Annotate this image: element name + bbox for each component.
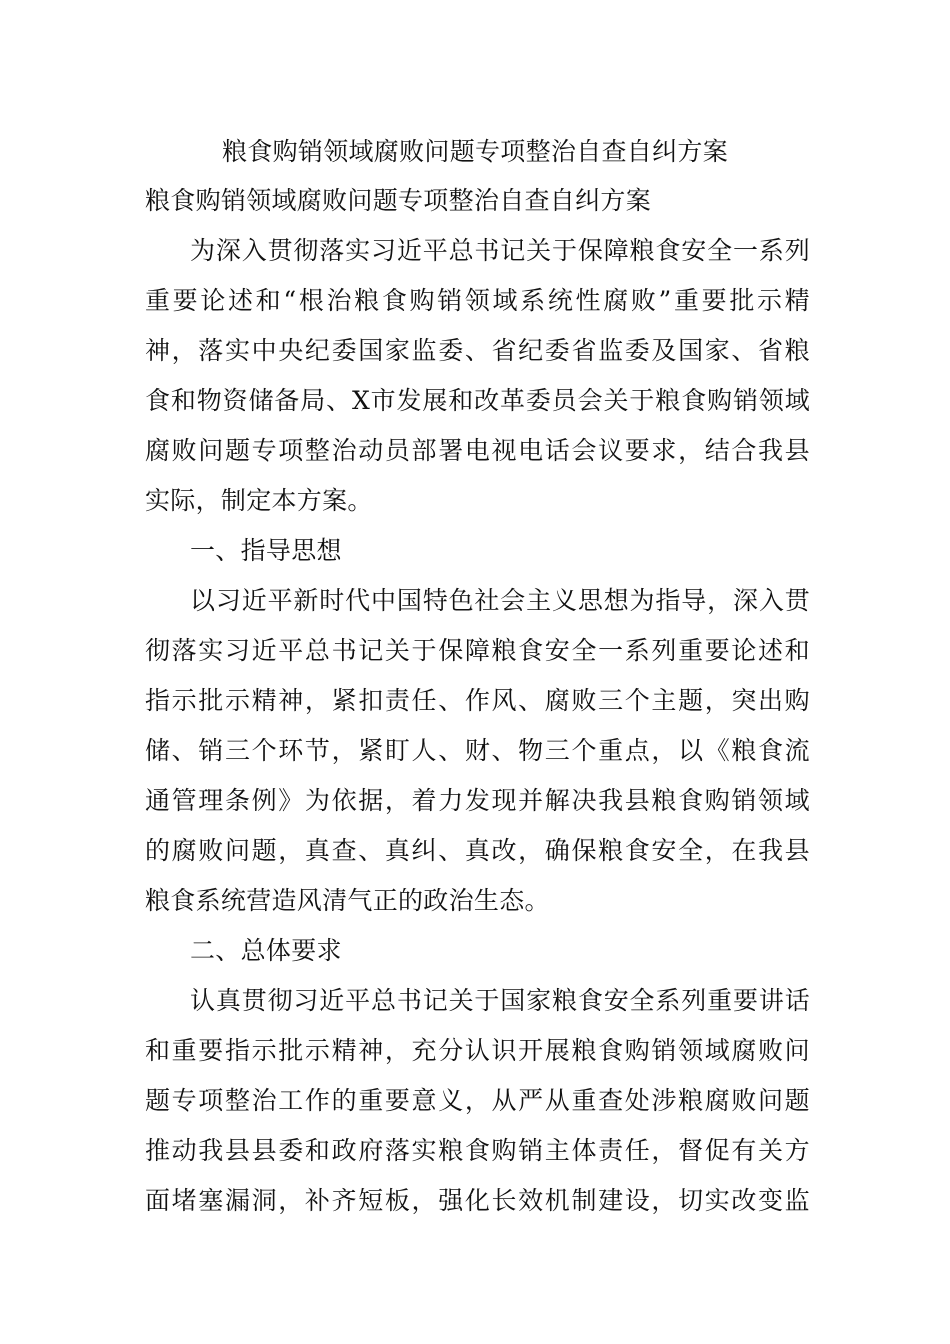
- paragraph-line: 神，落实中央纪委国家监委、省纪委省监委及国家、省粮: [145, 336, 810, 365]
- paragraph-line: 通管理条例》为依据，着力发现并解决我县粮食购销领域: [145, 786, 810, 815]
- section-heading: 一、指导思想: [190, 536, 342, 565]
- section-heading: 二、总体要求: [190, 936, 342, 965]
- paragraph-line: 以习近平新时代中国特色社会主义思想为指导，深入贯: [190, 586, 810, 615]
- document-subtitle: 粮食购销领域腐败问题专项整治自查自纠方案: [145, 186, 652, 215]
- paragraph-line: 为深入贯彻落实习近平总书记关于保障粮食安全一系列: [190, 236, 810, 265]
- paragraph-line: 题专项整治工作的重要意义，从严从重查处涉粮腐败问题: [145, 1086, 810, 1115]
- paragraph-line: 腐败问题专项整治动员部署电视电话会议要求，结合我县: [145, 436, 810, 465]
- paragraph-line: 和重要指示批示精神，充分认识开展粮食购销领域腐败问: [145, 1036, 810, 1065]
- paragraph-line: 推动我县县委和政府落实粮食购销主体责任，督促有关方: [145, 1136, 810, 1165]
- paragraph-line: 重要论述和“根治粮食购销领域系统性腐败”重要批示精: [145, 286, 810, 315]
- paragraph-line: 认真贯彻习近平总书记关于国家粮食安全系列重要讲话: [190, 986, 810, 1015]
- paragraph-line: 彻落实习近平总书记关于保障粮食安全一系列重要论述和: [145, 636, 810, 665]
- paragraph-line: 的腐败问题，真查、真纠、真改，确保粮食安全，在我县: [145, 836, 810, 865]
- paragraph-line: 面堵塞漏洞，补齐短板，强化长效机制建设，切实改变监: [145, 1186, 810, 1215]
- paragraph-line: 粮食系统营造风清气正的政治生态。: [145, 886, 550, 915]
- paragraph-line: 实际，制定本方案。: [145, 486, 373, 515]
- paragraph-line: 指示批示精神，紧扣责任、作风、腐败三个主题，突出购: [145, 686, 810, 715]
- paragraph-line: 储、销三个环节，紧盯人、财、物三个重点，以《粮食流: [145, 736, 810, 765]
- document-title: 粮食购销领域腐败问题专项整治自查自纠方案: [222, 137, 729, 166]
- paragraph-line: 食和物资储备局、X市发展和改革委员会关于粮食购销领域: [145, 386, 810, 415]
